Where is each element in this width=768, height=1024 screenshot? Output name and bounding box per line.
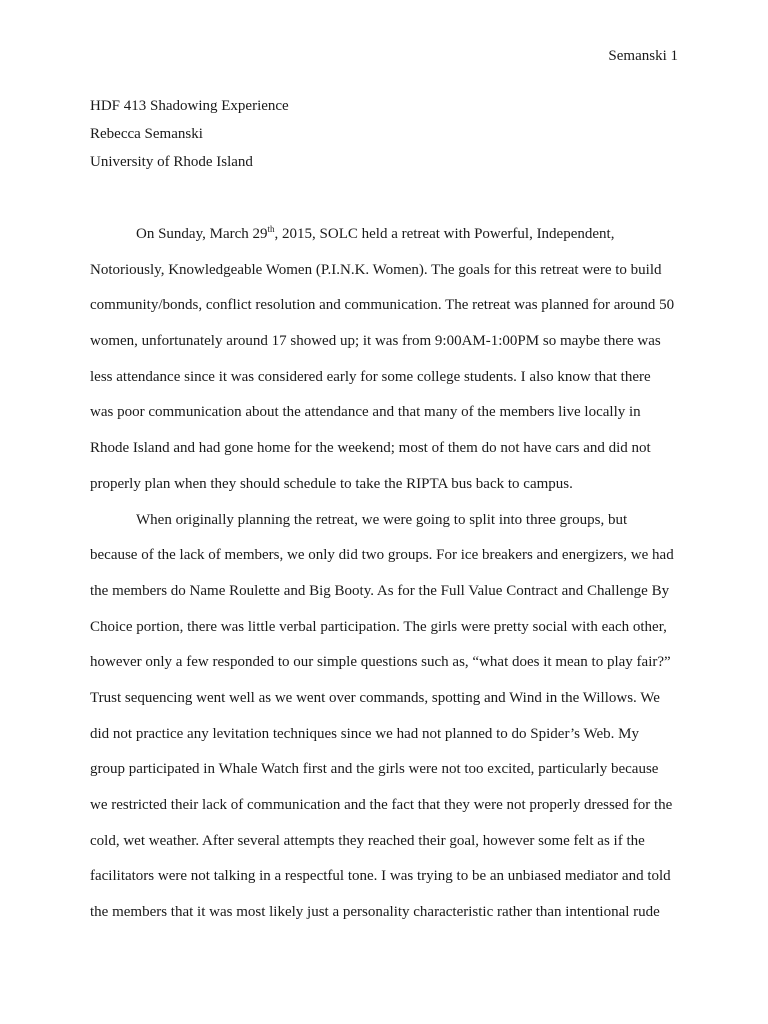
text-line: women, unfortunately around 17 showed up; it was from 9:00AM-1:00PM so maybe there was [90,333,661,350]
text-line: When originally planning the retreat, we were going to split into three groups, but [136,511,628,528]
ordinal-suffix: th [267,224,275,234]
text-line [90,220,680,256]
heading-block [90,92,289,176]
institution-name: University of Rhode Island [90,154,253,170]
text-line: Choice portion, there was little verbal participation. The girls were pretty social with each other, [90,618,667,635]
text-line: we restricted their lack of communication and the fact that they were not properly dressed for the [90,797,673,813]
paragraph-1 [90,220,680,506]
text-line: facilitators were not talking in a respectful tone. I was trying to be an unbiased mediator and told [90,868,671,885]
text-fragment: , 2015, SOLC held a retreat with Powerful, Independent, [274,226,615,242]
paragraph-2 [90,506,680,934]
text-line: less attendance since it was considered early for some college students. I also know that there [90,368,651,385]
text-line: did not practice any levitation techniques since we had not planned to do Spider’s Web. My [90,725,639,742]
text-line: because of the lack of members, we only did two groups. For ice breakers and energizers, we had [90,547,674,564]
running-header: Semanski 1 [608,48,678,64]
body-text [90,220,680,934]
text-line: the members do Name Roulette and Big Booty. As for the Full Value Contract and Challenge By [90,582,670,599]
text-line: Notoriously, Knowledgeable Women (P.I.N.K. Women). The goals for this retreat were to build [90,261,662,278]
text-fragment: On Sunday, March 29 [136,226,268,242]
text-line: cold, wet weather. After several attempts they reached their goal, however some felt as if the [90,832,645,849]
author-name: Rebecca Semanski [90,126,203,142]
text-line: group participated in Whale Watch first and the girls were not too excited, particularly because [90,761,659,778]
text-line: Trust sequencing went well as we went over commands, spotting and Wind in the Willows. We [90,689,660,706]
text-line: Rhode Island and had gone home for the weekend; most of them do not have cars and did not [90,440,651,457]
text-line: the members that it was most likely just a personality characteristic rather than intentional rude [90,904,660,921]
text-line: community/bonds, conflict resolution and communication. The retreat was planned for around 50 [90,297,675,314]
course-title: HDF 413 Shadowing Experience [90,98,289,114]
text-line: was poor communication about the attendance and that many of the members live locally in [90,404,641,421]
text-line: however only a few responded to our simple questions such as, “what does it mean to play fair?” [90,654,671,671]
text-line: properly plan when they should schedule to take the RIPTA bus back to campus. [90,475,573,492]
